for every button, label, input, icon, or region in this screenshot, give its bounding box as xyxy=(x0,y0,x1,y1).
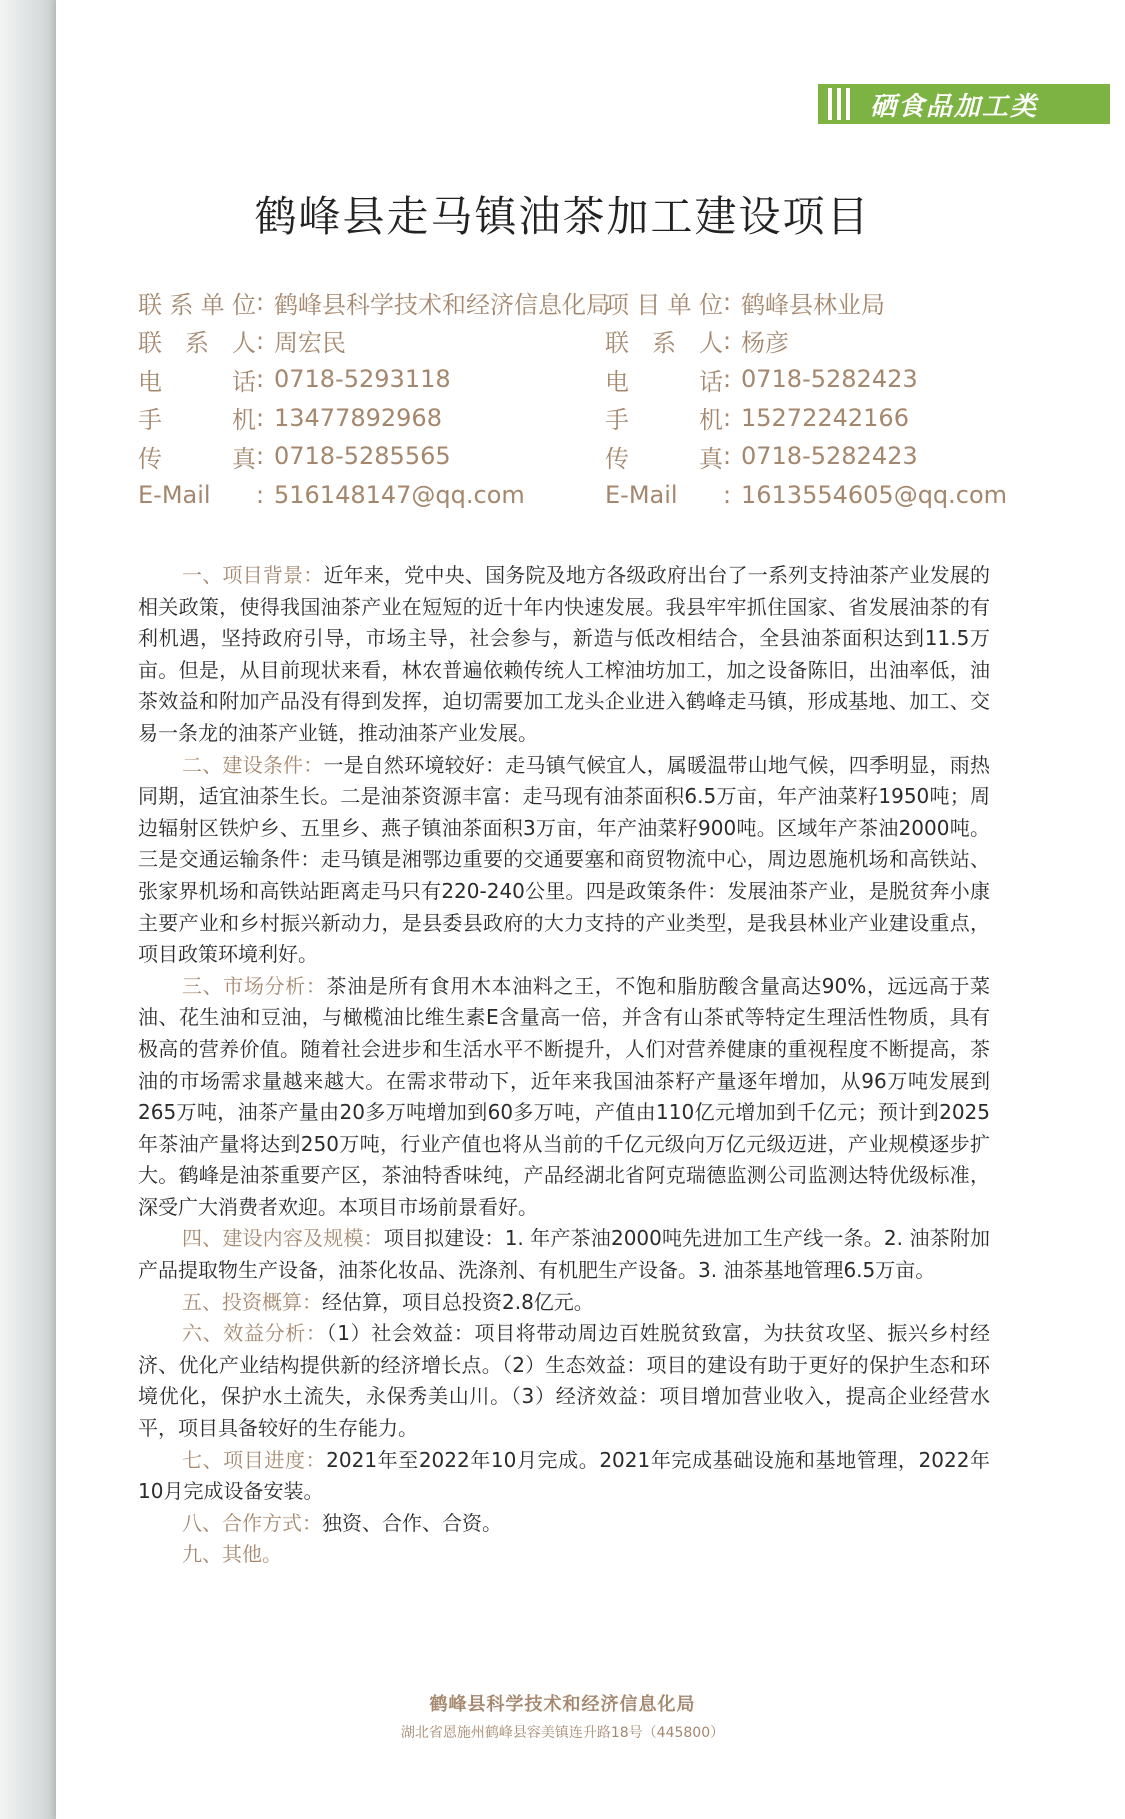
section-heading: 四、建设内容及规模： xyxy=(182,1226,384,1251)
contact-label: 手机 xyxy=(605,406,723,435)
contact-label: 手机 xyxy=(138,406,256,435)
contact-email[interactable]: 516148147@qq.com xyxy=(274,480,525,509)
book-spine-shadow xyxy=(0,0,56,1819)
footer-address: 湖北省恩施州鹤峰县容美镇连升路18号（445800） xyxy=(400,1725,725,1741)
section-benefits xyxy=(138,1318,990,1444)
contact-label: 联系人 xyxy=(138,329,256,358)
contact-row: 传真 : 0718-5282423 xyxy=(605,437,1007,476)
category-badge xyxy=(818,84,1110,124)
contact-value: 0718-5282423 xyxy=(741,442,918,471)
contact-label: 电话 xyxy=(138,367,256,396)
contact-label: 联系人 xyxy=(605,329,723,358)
footer-organization: 鹤峰县科学技术和经济信息化局 xyxy=(429,1694,696,1715)
section-text: 项目拟建设：1. 年产茶油2000吨先进加工生产线一条。2. 油茶附加产品提取物生产设备，油茶化妆品、洗涤剂、有机肥生产设备。3. 油茶基地管理6.5万亩。 xyxy=(138,1226,991,1283)
contact-row: 电话 : 0718-5282423 xyxy=(605,360,1007,399)
contact-value: 0718-5293118 xyxy=(274,365,451,394)
section-heading: 一、项目背景： xyxy=(182,563,324,587)
contact-column-left xyxy=(138,283,610,514)
contact-row: 联系人 : 周宏民 xyxy=(138,322,610,361)
contact-row: 联系单位 : 鹤峰县科学技术和经济信息化局 xyxy=(138,283,610,322)
contact-label: E-Mail xyxy=(605,480,678,509)
page-title: 鹤峰县走马镇油茶加工建设项目 xyxy=(254,192,871,241)
contact-label: 项目单位 xyxy=(605,290,723,319)
section-scope xyxy=(138,1223,990,1286)
contact-column-right xyxy=(605,283,1007,514)
contact-row: E-Mail : 1613554605@qq.com xyxy=(605,480,1008,509)
contact-email[interactable]: 1613554605@qq.com xyxy=(741,480,1008,509)
contact-value: 杨彦 xyxy=(741,329,789,358)
section-heading: 七、项目进度： xyxy=(182,1447,327,1472)
section-text: 一是自然环境较好：走马镇气候宜人，属暖温带山地气候，四季明显，雨热同期，适宜油茶生长。二是油茶资源丰富：走马现有油茶面积6.5万亩，年产油菜籽1950吨；周边辐射区铁炉乡、五里乡、燕子镇油茶面积3万亩，年产油菜籽900吨。区域年产茶油2000吨。三是交通运输条件：走马镇是湘鄂边重要的交通要塞和商贸物流中心，周边恩施机场和高铁站、张家界机场和高铁站距离走马只有220-240公里。四是政策条件：发展油茶产业，是脱贫奔小康主要产业和乡村振兴新动力，是县委县政府的大力支持的产业类型，是我县林业产业建设重点，项目政策环境利好。 xyxy=(138,752,991,967)
contact-row: 传真 : 0718-5285565 xyxy=(138,437,610,476)
section-investment xyxy=(138,1287,990,1319)
section-text: 经估算，项目总投资2.8亿元。 xyxy=(322,1289,594,1314)
contact-value: 鹤峰县林业局 xyxy=(741,290,885,319)
contact-value: 周宏民 xyxy=(274,329,346,358)
contact-label: 电话 xyxy=(605,367,723,396)
contact-row: 联系人 : 杨彦 xyxy=(605,322,1007,361)
section-market xyxy=(138,971,990,1224)
section-background xyxy=(138,560,990,750)
badge-stripes-icon xyxy=(828,88,850,120)
contact-row: 手机 : 13477892968 xyxy=(138,399,610,438)
section-heading: 五、投资概算： xyxy=(182,1289,322,1314)
section-conditions xyxy=(138,750,990,971)
contact-value: 15272242166 xyxy=(741,403,909,432)
contact-row: 电话 : 0718-5293118 xyxy=(138,360,610,399)
section-text: 2021年至2022年10月完成。2021年完成基础设施和基地管理，2022年10月完成设备安装。 xyxy=(138,1447,991,1504)
contact-value: 0718-5285565 xyxy=(274,442,451,471)
section-text: 独资、合作、合资。 xyxy=(322,1510,502,1535)
section-text: （1）社会效益：项目将带动周边百姓脱贫致富，为扶贫攻坚、振兴乡村经济、优化产业结构提供新的经济增长点。（2）生态效益：项目的建设有助于更好的保护生态和环境优化，保护水土流失，永保秀美山川。（3）经济效益：项目增加营业收入，提高企业经营水平，项目具备较好的生存能力。 xyxy=(138,1321,991,1441)
contact-value: 鹤峰县科学技术和经济信息化局 xyxy=(274,290,610,319)
project-description xyxy=(138,560,990,1571)
section-heading: 八、合作方式： xyxy=(182,1510,322,1535)
contact-value: 13477892968 xyxy=(274,403,442,432)
section-schedule xyxy=(138,1445,990,1508)
section-heading: 三、市场分析： xyxy=(182,973,327,998)
contact-label: 联系单位 xyxy=(138,290,256,319)
contact-label: 传真 xyxy=(138,444,256,473)
section-cooperation xyxy=(138,1508,990,1540)
section-other xyxy=(138,1539,990,1571)
contact-row: 手机 : 15272242166 xyxy=(605,399,1007,438)
contact-label: 传真 xyxy=(605,444,723,473)
contact-row: 项目单位 : 鹤峰县林业局 xyxy=(605,283,1007,322)
section-heading: 六、效益分析： xyxy=(182,1321,327,1346)
page-footer xyxy=(0,1690,1125,1742)
contact-row: E-Mail : 516148147@qq.com xyxy=(138,480,525,509)
contact-label: E-Mail xyxy=(138,480,211,509)
section-heading: 二、建设条件： xyxy=(182,752,324,777)
section-heading: 九、其他。 xyxy=(182,1542,282,1567)
category-label: 硒食品加工类 xyxy=(870,91,1039,122)
section-text: 近年来，党中央、国务院及地方各级政府出台了一系列支持油茶产业发展的相关政策，使得我国油茶产业在短短的近十年内快速发展。我县牢牢抓住国家、省发展油茶的有利机遇，坚持政府引导，市场主导，社会参与，新造与低改相结合，全县油茶面积达到11.5万亩。但是，从目前现状来看，林农普遍依赖传统人工榨油坊加工，加之设备陈旧，出油率低，油茶效益和附加产品没有得到发挥，迫切需要加工龙头企业进入鹤峰走马镇，形成基地、加工、交易一条龙的油茶产业链，推动油茶产业发展。 xyxy=(138,563,991,745)
contact-value: 0718-5282423 xyxy=(741,365,918,394)
section-text: 茶油是所有食用木本油料之王，不饱和脂肪酸含量高达90%，远远高于菜油、花生油和豆油，与橄榄油比维生素E含量高一倍，并含有山茶甙等特定生理活性物质，具有极高的营养价值。随着社会进步和生活水平不断提升，人们对营养健康的重视程度不断提高，茶油的市场需求量越来越大。在需求带动下，近年来我国油茶籽产量逐年增加，从96万吨发展到265万吨，油茶产量由20多万吨增加到60多万吨，产值由110亿元增加到千亿元；预计到2025年茶油产量将达到250万吨，行业产值也将从当前的千亿元级向万亿元级迈进，产业规模逐步扩大。鹤峰是油茶重要产区，茶油特香味纯，产品经湖北省阿克瑞德监测公司监测达特优级标准，深受广大消费者欢迎。本项目市场前景看好。 xyxy=(138,973,991,1219)
